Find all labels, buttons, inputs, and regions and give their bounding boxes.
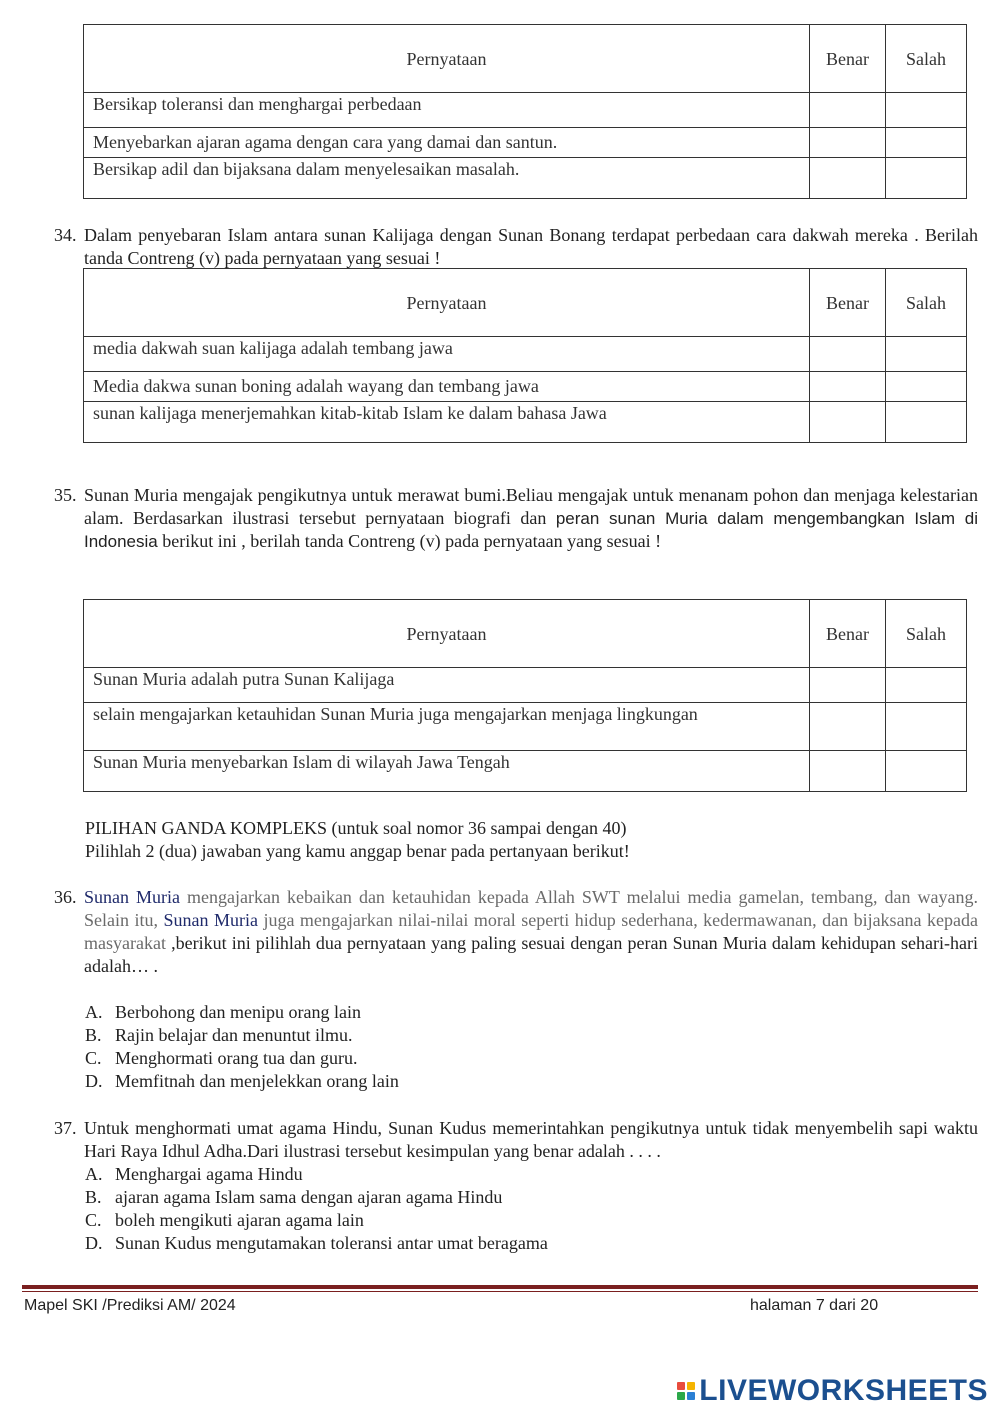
- question-34-text: Dalam penyebaran Islam antara sunan Kalijaga dengan Sunan Bonang terdapat perbedaan cara dakwah mereka . Berilah tanda Contreng (v) pada pernyataan yang sesuai !: [84, 225, 978, 268]
- q34-row2-false-checkbox[interactable]: [886, 372, 967, 402]
- logo-square-red: [677, 1382, 685, 1390]
- q33-statement-2: Menyebarkan ajaran agama dengan cara yang damai dan santun.: [84, 128, 810, 158]
- footer-subject: Mapel SKI /Prediksi AM/ 2024: [24, 1297, 236, 1314]
- logo-square-blue: [687, 1392, 695, 1400]
- question-36-text: [84, 886, 978, 978]
- q34-statement-1: media dakwah suan kalijaga adalah tembang jawa: [84, 337, 810, 372]
- q35-row2-true-checkbox[interactable]: [810, 703, 886, 751]
- q35-table: [83, 599, 967, 792]
- question-36-text-part-a: mengajarkan kebaikan dan ketauhidan kepada Allah SWT melalui media gamelan, tembang, dan wayang. Selain itu,: [84, 887, 978, 930]
- q34-row1-true-checkbox[interactable]: [810, 337, 886, 372]
- q37-option-b[interactable]: [85, 1186, 548, 1209]
- q33-row2-false-checkbox[interactable]: [886, 128, 967, 158]
- liveworksheets-logo[interactable]: [677, 1374, 988, 1408]
- option-letter: D.: [85, 1233, 103, 1253]
- option-letter: C.: [85, 1048, 102, 1068]
- option-text: Menghormati orang tua dan guru.: [115, 1048, 358, 1068]
- question-37-options: [85, 1163, 548, 1255]
- q34-row2-true-checkbox[interactable]: [810, 372, 886, 402]
- q35-statement-2: selain mengajarkan ketauhidan Sunan Muria juga mengajarkan menjaga lingkungan: [84, 703, 810, 751]
- option-letter: A.: [85, 1002, 103, 1022]
- question-34: [54, 224, 978, 270]
- question-35-text-part-c: berikut ini , berilah tanda Contreng (v) pada pernyataan yang sesuai !: [162, 531, 662, 551]
- q36-option-d[interactable]: [85, 1070, 399, 1093]
- question-35-text-part-b: peran sunan Muria dalam mengembangkan Islam di Indonesia: [84, 509, 978, 551]
- option-letter: B.: [85, 1025, 102, 1045]
- header-statement: Pernyataan: [84, 25, 810, 93]
- question-36-text-part-c: ,berikut ini pilihlah dua pernyataan yang paling sesuai dengan peran Sunan Muria dalam kehidupan sehari-hari adalah… .: [84, 933, 978, 976]
- q36-option-b[interactable]: [85, 1024, 399, 1047]
- q35-row3-true-checkbox[interactable]: [810, 751, 886, 792]
- header-statement: Pernyataan: [84, 600, 810, 668]
- q35-row1-false-checkbox[interactable]: [886, 668, 967, 703]
- q33-row2-true-checkbox[interactable]: [810, 128, 886, 158]
- header-true: Benar: [810, 600, 886, 668]
- q33-statement-1: Bersikap toleransi dan menghargai perbedaan: [84, 93, 810, 128]
- question-35-text-part-a: Sunan Muria mengajak pengikutnya untuk merawat bumi.Beliau mengajak untuk menanam pohon dan menjaga kelestarian alam. Berdasarkan ilustrasi tersebut pernyataan biografi dan: [84, 485, 978, 528]
- question-37: [54, 1117, 978, 1163]
- q33-row3-true-checkbox[interactable]: [810, 158, 886, 199]
- q33-row3-false-checkbox[interactable]: [886, 158, 967, 199]
- footer-divider-thin: [22, 1291, 978, 1292]
- q35-row1-true-checkbox[interactable]: [810, 668, 886, 703]
- q37-option-d[interactable]: [85, 1232, 548, 1255]
- q34-row1-false-checkbox[interactable]: [886, 337, 967, 372]
- footer-page-number: halaman 7 dari 20: [750, 1297, 879, 1314]
- q37-option-a[interactable]: [85, 1163, 548, 1186]
- header-false: Salah: [886, 269, 967, 337]
- option-letter: C.: [85, 1210, 102, 1230]
- section-title: PILIHAN GANDA KOMPLEKS (untuk soal nomor 36 sampai dengan 40): [85, 818, 627, 838]
- q35-row2-false-checkbox[interactable]: [886, 703, 967, 751]
- question-36-name-1: Sunan Muria: [84, 887, 180, 907]
- q34-table: [83, 268, 967, 443]
- q37-option-c[interactable]: [85, 1209, 548, 1232]
- question-36: [54, 886, 978, 978]
- question-36-number: 36.: [54, 887, 77, 907]
- section-header: [85, 817, 630, 863]
- q33-statement-3: Bersikap adil dan bijaksana dalam menyelesaikan masalah.: [84, 158, 810, 199]
- option-text: Memfitnah dan menjelekkan orang lain: [115, 1071, 399, 1091]
- option-text: Berbohong dan menipu orang lain: [115, 1002, 361, 1022]
- question-36-text-part-b: juga mengajarkan nilai-nilai moral seperti hidup sederhana, kedermawanan, dan bijaksana kepada masyarakat: [84, 910, 978, 953]
- logo-square-green: [677, 1392, 685, 1400]
- option-text: boleh mengikuti ajaran agama lain: [115, 1210, 364, 1230]
- q35-row3-false-checkbox[interactable]: [886, 751, 967, 792]
- section-instruction: Pilihlah 2 (dua) jawaban yang kamu anggap benar pada pertanyaan berikut!: [85, 841, 630, 861]
- q33-row1-false-checkbox[interactable]: [886, 93, 967, 128]
- question-35-text: [84, 484, 978, 553]
- option-text: Rajin belajar dan menuntut ilmu.: [115, 1025, 353, 1045]
- header-false: Salah: [886, 600, 967, 668]
- header-false: Salah: [886, 25, 967, 93]
- option-text: Sunan Kudus mengutamakan toleransi antar umat beragama: [115, 1233, 548, 1253]
- q36-option-a[interactable]: [85, 1001, 399, 1024]
- question-36-options: [85, 1001, 399, 1093]
- q35-statement-1: Sunan Muria adalah putra Sunan Kalijaga: [84, 668, 810, 703]
- question-35: [54, 484, 978, 553]
- liveworksheets-logo-text: LIVEWORKSHEETS: [699, 1374, 988, 1407]
- header-true: Benar: [810, 25, 886, 93]
- q34-statement-2: Media dakwa sunan boning adalah wayang dan tembang jawa: [84, 372, 810, 402]
- q34-row3-true-checkbox[interactable]: [810, 402, 886, 443]
- q35-statement-3: Sunan Muria menyebarkan Islam di wilayah Jawa Tengah: [84, 751, 810, 792]
- header-statement: Pernyataan: [84, 269, 810, 337]
- question-35-number: 35.: [54, 485, 77, 505]
- question-37-text: Untuk menghormati umat agama Hindu, Sunan Kudus memerintahkan pengikutnya untuk tidak menyembelih sapi waktu Hari Raya Idhul Adha.Dari ilustrasi tersebut kesimpulan yang benar adalah . . . .: [84, 1118, 978, 1161]
- option-text: Menghargai agama Hindu: [115, 1164, 303, 1184]
- question-37-number: 37.: [54, 1118, 77, 1138]
- q33-row1-true-checkbox[interactable]: [810, 93, 886, 128]
- q33-table: [83, 24, 967, 199]
- question-36-name-2: Sunan Muria: [163, 910, 258, 930]
- option-letter: A.: [85, 1164, 103, 1184]
- q34-statement-3: sunan kalijaga menerjemahkan kitab-kitab Islam ke dalam bahasa Jawa: [84, 402, 810, 443]
- liveworksheets-logo-icon: [677, 1382, 695, 1400]
- q34-row3-false-checkbox[interactable]: [886, 402, 967, 443]
- logo-square-yellow: [687, 1382, 695, 1390]
- option-text: ajaran agama Islam sama dengan ajaran agama Hindu: [115, 1187, 503, 1207]
- option-letter: D.: [85, 1071, 103, 1091]
- option-letter: B.: [85, 1187, 102, 1207]
- footer-divider-thick: [22, 1285, 978, 1289]
- header-true: Benar: [810, 269, 886, 337]
- q36-option-c[interactable]: [85, 1047, 399, 1070]
- question-34-number: 34.: [54, 225, 77, 245]
